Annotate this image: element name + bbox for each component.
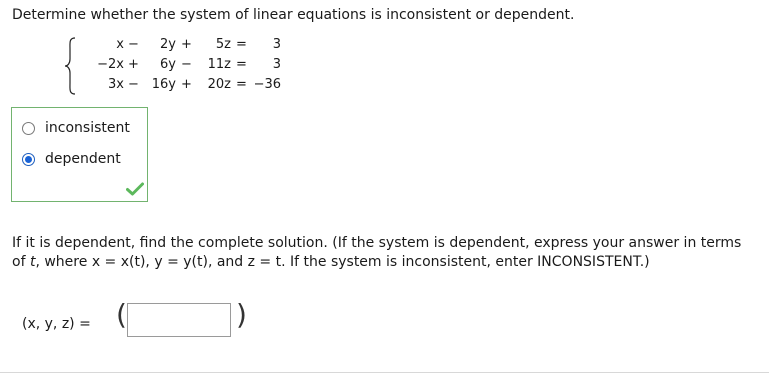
option-dependent[interactable] (22, 150, 121, 168)
question-prompt: Determine whether the system of linear equations is inconsistent or dependent. (12, 7, 575, 23)
left-brace-icon (64, 37, 78, 95)
constant: 3 (272, 37, 281, 52)
instruction-expression: x = x(t), y = y(t), and z = t. (91, 254, 286, 270)
open-paren: ( (116, 298, 127, 331)
radio-dependent[interactable] (22, 153, 35, 166)
operator: − (128, 77, 139, 92)
operator: − (128, 37, 139, 52)
operator: + (181, 77, 192, 92)
instruction-text: If it is dependent, find the complete solution. (If the system is dependent, express your answer in terms of (12, 235, 742, 270)
variable-t: t (29, 254, 36, 270)
term: 6y (160, 57, 176, 72)
solution-instructions (12, 234, 757, 272)
equals-sign: = (236, 57, 247, 72)
term: 16y (151, 77, 176, 92)
operator: − (181, 57, 192, 72)
divider (0, 372, 769, 373)
solution-input[interactable] (127, 303, 231, 337)
instruction-text: If the system is inconsistent, enter INCONSISTENT.) (285, 254, 650, 270)
instruction-text: , where (35, 254, 92, 270)
option-label: inconsistent (45, 120, 130, 136)
term: 11z (207, 57, 231, 72)
term: x (116, 37, 124, 52)
term: −2x (97, 57, 124, 72)
answer-choices-box (11, 107, 148, 202)
option-inconsistent[interactable] (22, 119, 130, 137)
constant: 3 (272, 57, 281, 72)
term: 5z (215, 37, 231, 52)
equation-system (64, 37, 294, 95)
close-paren: ) (236, 298, 247, 331)
equals-sign: = (236, 37, 247, 52)
constant: −36 (253, 77, 281, 92)
equals-sign: = (236, 77, 247, 92)
operator: + (128, 57, 139, 72)
radio-inconsistent[interactable] (22, 122, 35, 135)
operator: + (181, 37, 192, 52)
term: 2y (160, 37, 176, 52)
answer-label: (x, y, z) = (22, 316, 91, 332)
term: 20z (207, 77, 231, 92)
option-label: dependent (45, 151, 121, 167)
term: 3x (108, 77, 124, 92)
correct-check-icon (126, 182, 144, 196)
